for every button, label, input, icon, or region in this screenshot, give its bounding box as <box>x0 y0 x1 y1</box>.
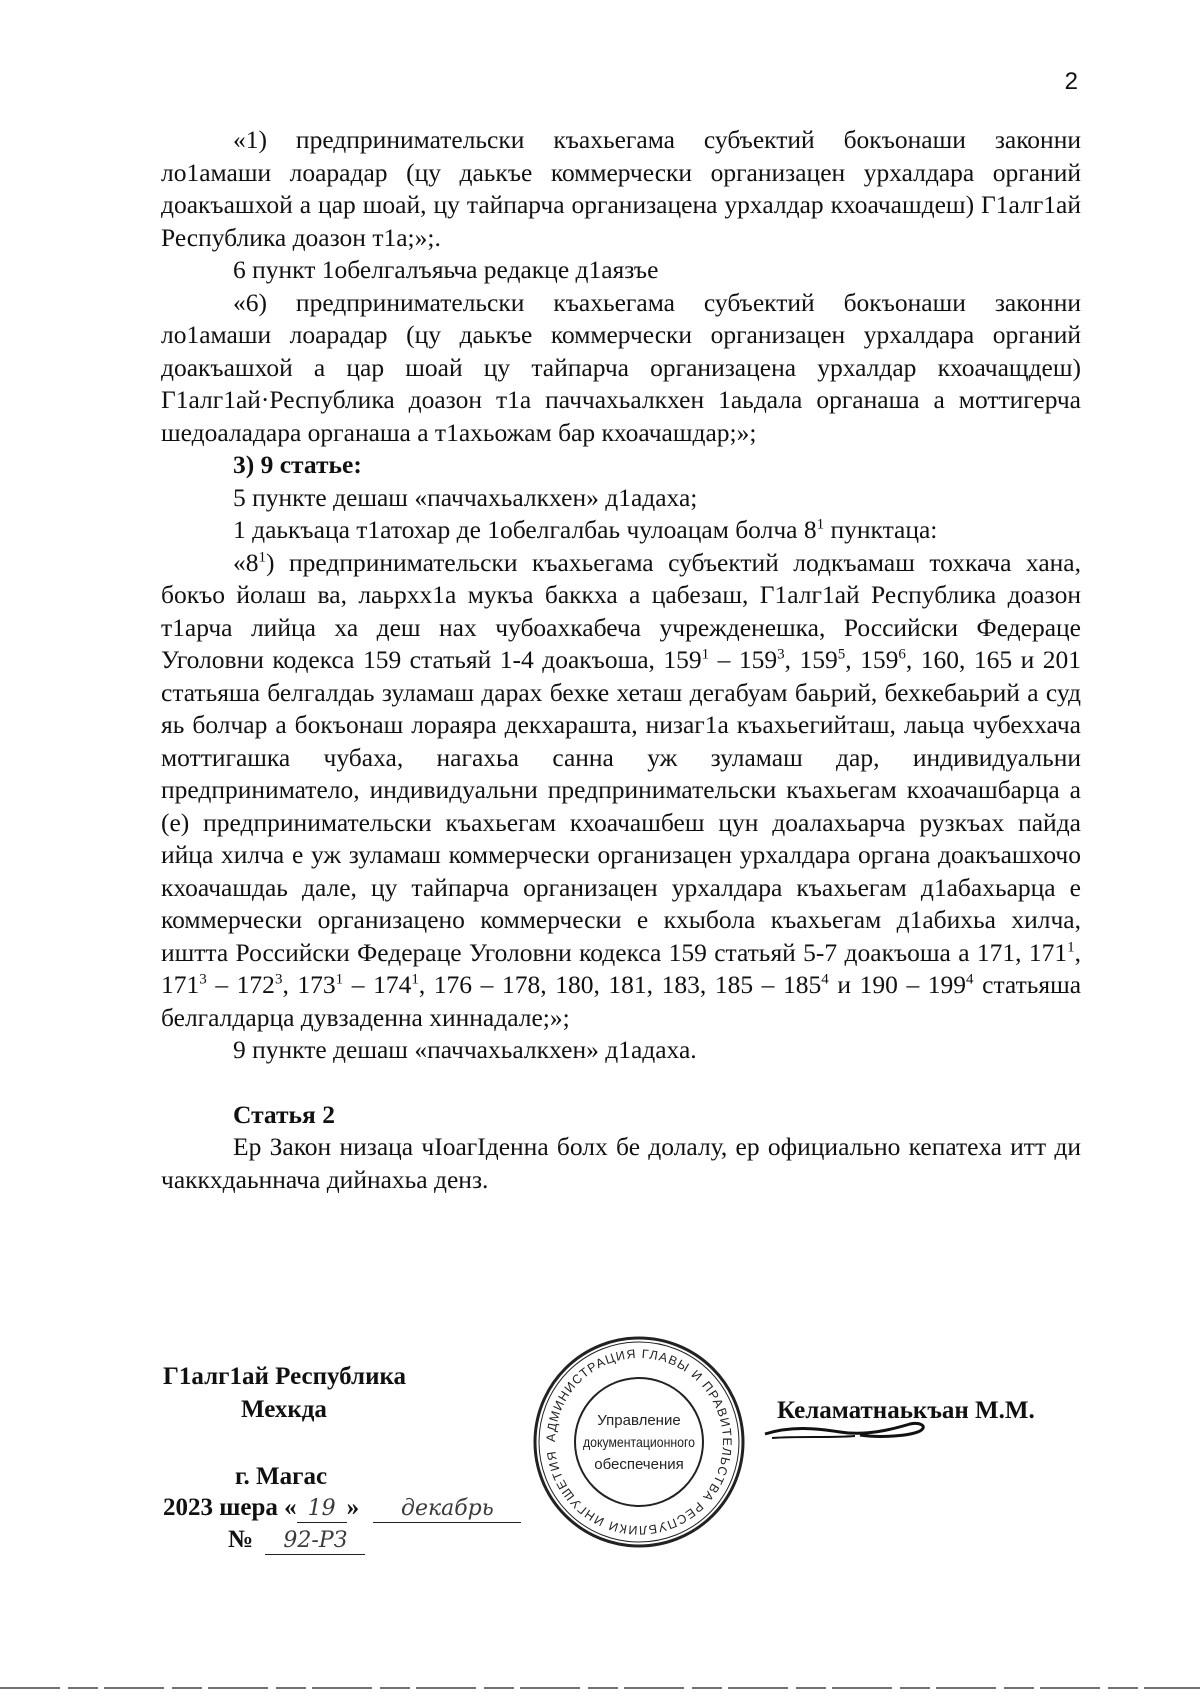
official-seal <box>530 1333 748 1551</box>
date-month: декабрь <box>373 1496 521 1523</box>
place-of-signing: г. Магас <box>235 1463 328 1490</box>
seal-center-line-1: Управление <box>597 1412 681 1429</box>
paragraph: 5 пункте дешаш «паччахьалкхен» д1адаха; <box>233 482 698 512</box>
signatory-line-1: Г1алг1ай Республика <box>163 1363 407 1390</box>
seal-center-line-3: обеспечения <box>594 1456 684 1473</box>
paragraph: 9 пункте дешаш «паччахьалкхен» д1адаха. <box>233 1035 697 1064</box>
date-line <box>163 1494 521 1523</box>
document-body <box>161 124 1081 1196</box>
scan-artifacts <box>0 1660 1200 1697</box>
number-sign: № <box>228 1526 254 1553</box>
date-prefix: 2023 шера « <box>163 1494 297 1521</box>
paragraph: «$8^1$) предпринимательски къахьегама субъектий лодкъамаш тохкача хана, бокъо йолаш ва, лаьрхх1а мукъа баккха а цабезаш, Г1алг1ай Республика доазон т1арча лийца ха деш нах чубоахкабеча учрежденешка, Российски Федераце Уголовни кодекса 159 статьяй 1-4 доакъоша, $159^1 - 159^3$, $159^5$, $159^6$, 160, 165 и 201 статьяша белгалдаь зуламаш дарах бехке хеташ дегабуам баьрий, бехкебаьрий а суд яь болчар а бокъонаш лораяра декхараштa, низаг1а къахьегийташ, лаьца чубеххача моттигашка чубаха, нагахьа санна уж зуламаш дар, индивидуальни предпринимателo, индивидуальни предпринимательски къахьегам кхоачашбарца а (е) предпринимательски къахьегам кхоачашбеш цун доалахьарча рузкъах пайда ийца хилча е уж зуламаш коммерчески организацен урхалдара органа доакъашхочо кхоачашдаь дале, цу тайпарча организацен урхалдара къахьегам д1абахьарца е коммерчески организацено коммерчески е кхыбола къахьегам д1абихьа хилча, иштта Российски Федераце Уголовни кодекса 159 статьяй 5-7 доакъоша а 171, $171^1$, $171^3 - 172^3$, $173^1 - 174^1$, 176 – 178, 180, 181, 183, $185 - 185^4$ и $190 - 199^4$ статьяша белгалдарца дувзаденна хиннадале;»; <box>161 547 1082 1032</box>
page-number: 2 <box>1064 68 1078 95</box>
paragraph: «1) предпринимательски къахьегама субъектий бокъонаши законни ло1амаши лоарадар (цу даькъе коммерчески организацен урхалдара органий доакъашхой а цар шоай, цу тайпарча организацена урхалдар кхоачашдеш) Г1алг1ай Республика доазон т1а;»;. <box>161 125 1081 252</box>
paragraph: 6 пункт 1обелгалъяьча редакце д1аязъе <box>233 255 659 284</box>
paragraph: 1 даькъаца т1атохар де 1обелгалбаь чулоацам болча $8^1$ пунктаца: <box>233 515 938 544</box>
law-number-line <box>228 1526 365 1555</box>
law-number: 92-РЗ <box>265 1528 365 1555</box>
article-title: Статья 2 <box>233 1099 335 1129</box>
signatory-title <box>163 1360 406 1426</box>
handwritten-signature <box>760 1414 940 1444</box>
seal-ring-text: АДМИНИСТРАЦИЯ ГЛАВЫ И ПРАВИТЕЛЬСТВА РЕСПУБЛИКИ ИНГУШЕТИЯ <box>543 1346 735 1538</box>
subsection-heading: 3) 9 статье: <box>233 450 362 479</box>
signatory-name: Келаматнаькъан М.М. <box>777 1397 1035 1424</box>
date-quote: » <box>346 1494 360 1521</box>
article-text: Ер Закон низаца чIоагIденна болх бе долалу, ер официально кепатеха итт ди чаккхдаьннача дийнахьа денз. <box>161 1132 1081 1194</box>
seal-center-line-2: документационного <box>583 1434 696 1450</box>
signatory-line-2: Мехкда <box>241 1396 327 1423</box>
paragraph: «6) предпринимательски къахьегама субъектий бокъонаши законни ло1амаши лоарадар (цу даькъе коммерчески организацен урхалдара органий доакъашхой а цар шоай цу тайпарча организацена урхалдар кхоачащдеш) Г1алг1ай·Республика доазон т1а паччахьалкхен 1аьдала органаша а моттигерча шедоаладара органаша а т1ахьожам бар кхоачашдар;»; <box>161 287 1081 447</box>
date-day: 19 <box>297 1496 347 1523</box>
